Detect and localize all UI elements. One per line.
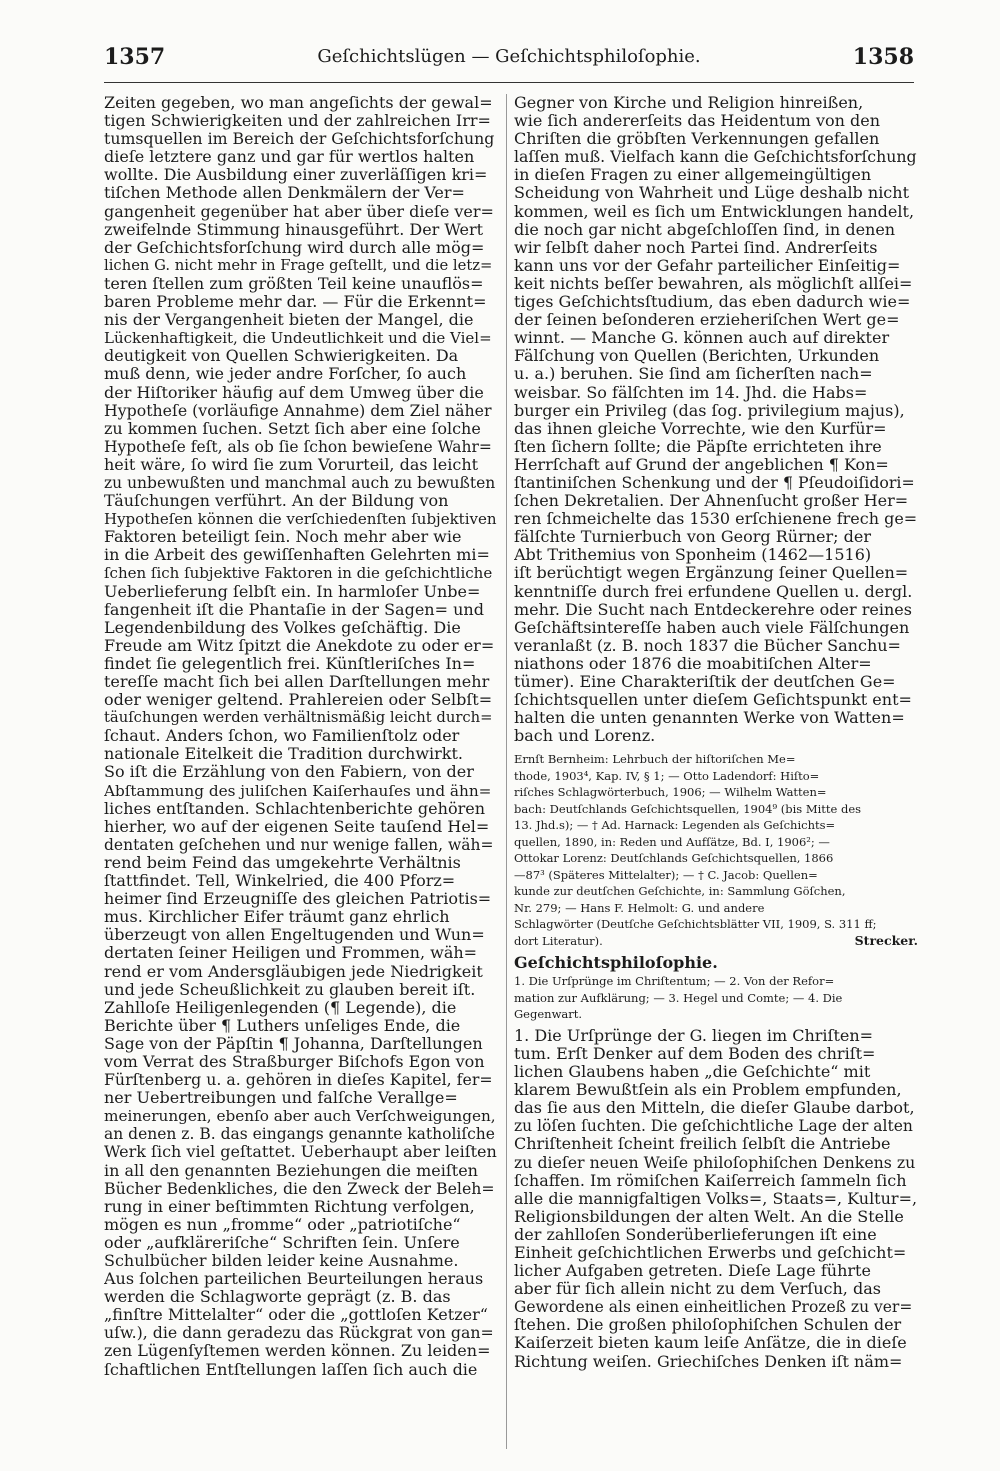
- text-line: wie ſich andererſeits das Heidentum von den: [514, 112, 881, 131]
- text-line: das ihnen gleiche Vorrechte, wie den Kurfür=: [514, 419, 887, 438]
- text-line: zweifelnde Stimmung hinausgeführt. Der Wert: [104, 220, 484, 239]
- text-line: Hypotheſe (vorläufige Annahme) dem Ziel näher: [104, 401, 492, 420]
- text-line: wollte. Die Ausbildung einer zuverläſſigen kri=: [104, 166, 488, 185]
- text-line: Einheit geſchichtlichen Erwerbs und geſchicht=: [514, 1244, 907, 1262]
- text-line: und jede Scheußlichkeit zu glauben bereit iſt.: [104, 980, 476, 999]
- text-line: mus. Kirchlicher Eifer träumt ganz ehrlich: [104, 908, 450, 927]
- text-line: Schulbücher bilden leider keine Ausnahme.: [104, 1252, 459, 1270]
- text-line: lichen G. nicht mehr in Frage geſtellt, und die letz=: [104, 256, 493, 274]
- text-line: 1. Die Urſprünge der G. liegen im Chriſten=: [514, 1026, 874, 1045]
- text-line: rung in einer beſtimmten Richtung verfolgen,: [104, 1197, 475, 1216]
- text-line: Richtung weiſen. Griechiſches Denken iſt näm=: [514, 1352, 903, 1371]
- text-line: meinerungen, ebenſo aber auch Verſchweigungen,: [104, 1107, 496, 1126]
- text-line: überzeugt von allen Engeltugenden und Wun=: [104, 926, 485, 945]
- text-line: Religionsbildungen der alten Welt. An die Stelle: [514, 1207, 904, 1226]
- reference-line: riſches Schlagwörterbuch, 1906; — Wilhelm Watten=: [514, 785, 827, 800]
- toc-line: 1. Die Urſprünge im Chriſtentum; — 2. Von der Refor=: [514, 974, 835, 989]
- text-line: vom Verrat des Straßburger Biſchofs Egon von: [104, 1052, 485, 1071]
- text-line: u. a.) beruhen. Sie ſind am ſicherſten nach=: [514, 365, 873, 384]
- text-line: Abt Trithemius von Sponheim (1462—1516): [514, 546, 872, 565]
- text-line: kommen, weil es ſich um Entwicklungen handelt,: [514, 202, 915, 221]
- text-line: werden die Schlagworte geprägt (z. B. das: [104, 1288, 451, 1307]
- text-line: in all den genannten Beziehungen die meiſten: [104, 1161, 478, 1180]
- reference-line: dort Literatur).: [514, 933, 603, 948]
- reference-line: quellen, 1890, in: Reden und Aufſätze, Bd. I, 1906²; —: [514, 834, 830, 849]
- page-number-left: 1357: [104, 44, 166, 70]
- text-line: lichen Glaubens haben „die Geſchichte“ mit: [514, 1063, 871, 1082]
- text-line: Bücher Bedenkliches, die den Zweck der Beleh=: [104, 1179, 495, 1198]
- text-line: ſchaffen. Im römiſchen Kaiſerreich ſammeln ſich: [514, 1171, 907, 1190]
- text-line: in die Arbeit des gewiſſenhaften Gelehrten mi=: [104, 546, 490, 565]
- text-line: Chriſten die gröbſten Verkennungen gefallen: [514, 130, 880, 149]
- text-line: fangenheit iſt die Phantaſie in der Sagen= und: [104, 600, 484, 619]
- text-line: der Geſchichtsforſchung wird durch alle mög=: [104, 238, 485, 257]
- running-title: Geſchichtslügen — Geſchichtsphiloſophie.: [317, 46, 701, 67]
- text-line: oder „aufkläreriſche“ Schriften ſein. Unſere: [104, 1233, 460, 1252]
- text-line: liches entſtanden. Schlachtenberichte gehören: [104, 799, 485, 818]
- reference-line: Schlagwörter (Deutſche Geſchichtsblätter VII, 1909, S. 311 ff;: [514, 917, 877, 932]
- toc-line: mation zur Aufklärung; — 3. Hegel und Comte; — 4. Die: [514, 990, 843, 1005]
- column-separator: [506, 94, 507, 1449]
- text-line: Lückenhaftigkeit, die Undeutlichkeit und die Viel=: [104, 329, 492, 348]
- text-line: nationale Eitelkeit die Tradition durchwirkt.: [104, 745, 463, 764]
- text-line: Berichte über ¶ Luthers unſeliges Ende, die: [104, 1016, 461, 1035]
- text-line: Werk ſich viel geſtattet. Ueberhaupt aber leiſten: [104, 1143, 497, 1162]
- text-line: hierher, wo auf der eigenen Seite tauſend Hel=: [104, 817, 490, 836]
- text-line: rend beim Feind das umgekehrte Verhältnis: [104, 853, 461, 872]
- text-line: Hypotheſe feſt, als ob ſie ſchon bewieſene Wahr=: [104, 437, 492, 456]
- text-line: gangenheit gegenüber hat aber über dieſe ver=: [104, 202, 494, 221]
- text-line: mögen es nun „fromme“ oder „patriotiſche“: [104, 1215, 461, 1234]
- text-line: Gegner von Kirche und Religion hinreißen,: [514, 94, 864, 112]
- text-line: tigen Schwierigkeiten und der zahlreichen Irr=: [104, 112, 491, 131]
- text-line: tum. Erſt Denker auf dem Boden des chriſt=: [514, 1044, 876, 1063]
- text-line: tiges Geſchichtsſtudium, das eben dadurch wie=: [514, 293, 911, 312]
- text-line: Fürſtenberg u. a. gehören in dieſes Kapitel, fer=: [104, 1071, 493, 1090]
- text-line: Ueberlieferung ſelbſt ein. In harmloſer Unbe=: [104, 582, 481, 601]
- text-line: Aus ſolchen parteilichen Beurteilungen heraus: [104, 1270, 484, 1289]
- text-line: klarem Bewußtſein als ein Problem empfunden,: [514, 1081, 902, 1100]
- text-line: ſchen ſich ſubjektive Faktoren in die geſchichtliche: [104, 564, 493, 583]
- text-line: zu kommen ſuchen. Setzt ſich aber eine ſolche: [104, 419, 481, 438]
- text-line: uſw.), die dann geradezu das Rückgrat von gan=: [104, 1324, 494, 1343]
- text-line: Gewordene als einen einheitlichen Prozeß zu ver=: [514, 1298, 913, 1317]
- text-line: ſchaut. Anders ſchon, wo Familienſtolz oder: [104, 727, 460, 746]
- text-line: Abſtammung des juliſchen Kaiſerhauſes und ähn=: [104, 781, 492, 800]
- text-line: ſchaftlichen Entſtellungen laſſen ſich auch die: [104, 1360, 478, 1379]
- text-line: dentaten geſchehen und nur wenige fallen, wäh=: [104, 835, 494, 854]
- text-line: „finſtre Mittelalter“ oder die „gottloſen Ketzer“: [104, 1306, 488, 1325]
- text-line: ner Uebertreibungen und falſche Verallge=: [104, 1089, 458, 1108]
- text-line: Freude am Witz ſpitzt die Anekdote zu oder er=: [104, 636, 495, 655]
- text-line: halten die unten genannten Werke von Watten=: [514, 709, 905, 728]
- text-line: heimer ſind Erzeugniſſe des gleichen Patriotis=: [104, 890, 492, 909]
- text-line: Chriſtenheit ſcheint freilich ſelbſt die Antriebe: [514, 1135, 891, 1154]
- text-line: dieſe letztere ganz und gar für wertlos halten: [104, 148, 475, 167]
- text-line: dertaten ſeiner Heiligen und Frommen, wäh=: [104, 944, 478, 963]
- text-line: deutigkeit von Quellen Schwierigkeiten. Da: [104, 347, 459, 366]
- text-line: tümer). Eine Charakteriſtik der deutſchen Ge=: [514, 673, 896, 691]
- page-header: [104, 44, 914, 84]
- text-line: zen Lügenſyſtemen werden können. Zu leiden=: [104, 1342, 491, 1361]
- text-line: burger ein Privileg (das ſog. privilegium majus),: [514, 401, 905, 420]
- text-line: der Hiſtoriker häufig auf dem Umweg über die: [104, 383, 484, 402]
- text-line: bach und Lorenz.: [514, 727, 656, 746]
- text-line: aber für ſich allein nicht zu dem Verſuch, das: [514, 1280, 881, 1299]
- header-rule: [104, 82, 914, 83]
- text-line: Faktoren beteiligt ſein. Noch mehr aber wie: [104, 528, 462, 547]
- toc-line: Gegenwart.: [514, 1007, 583, 1022]
- reference-line: Nr. 279; — Hans F. Helmolt: G. und andere: [514, 900, 765, 915]
- text-line: niathons oder 1876 die moabitiſchen Alter=: [514, 654, 872, 673]
- text-line: weisbar. So fälſchten im 14. Jhd. die Habs=: [514, 383, 868, 402]
- text-line: täuſchungen werden verhältnismäßig leicht durch=: [104, 709, 493, 727]
- text-line: tumsquellen im Bereich der Geſchichtsforſchung: [104, 130, 495, 149]
- text-line: heit wäre, ſo wird ſie zum Vorurteil, das leicht: [104, 455, 479, 474]
- section-heading: Geſchichtsphiloſophie.: [514, 953, 718, 973]
- text-line: ſten ſichern ſollte; die Päpſte errichteten ihre: [514, 437, 882, 456]
- text-line: oder weniger geltend. Prahlereien oder Selbſt=: [104, 691, 493, 710]
- text-line: Zeiten gegeben, wo man angeſichts der gewal=: [104, 94, 493, 112]
- text-line: veranlaßt (z. B. noch 1837 die Bücher Sanchu=: [514, 636, 901, 655]
- text-line: licher Aufgaben getreten. Dieſe Lage führte: [514, 1262, 871, 1281]
- section-body: [514, 1027, 918, 1371]
- references-block: [514, 751, 918, 949]
- text-line: ſchen Dekretalien. Der Ahnenſucht großer Her=: [514, 492, 909, 511]
- text-line: ren ſchmeichelte das 1530 erſchienene frech ge=: [514, 510, 918, 529]
- text-line: teren ſtellen zum größten Teil keine unauflös=: [104, 274, 484, 293]
- text-line: winnt. — Manche G. können auch auf direkter: [514, 329, 890, 348]
- right-column: [514, 94, 918, 1371]
- reference-line: kunde zur deutſchen Geſchichte, in: Sammlung Göſchen,: [514, 884, 846, 899]
- right-column-text: [514, 94, 918, 745]
- text-line: iſt berüchtigt wegen Ergänzung ſeiner Quellen=: [514, 564, 909, 583]
- text-line: Geſchäftsintereſſe haben auch viele Fälſchungen: [514, 618, 910, 637]
- text-line: ſchichtsquellen unter dieſem Geſichtspunkt ent=: [514, 691, 912, 710]
- reference-line: —87³ (Späteres Mittelalter); — † C. Jacob: Quellen=: [514, 867, 818, 882]
- text-line: findet ſie gelegentlich frei. Künſtleriſches In=: [104, 654, 476, 673]
- text-line: ſtattfindet. Tell, Winkelried, die 400 Pforz=: [104, 872, 456, 891]
- reference-line: 13. Jhd.s); — † Ad. Harnack: Legenden als Geſchichts=: [514, 818, 836, 833]
- text-line: nis der Vergangenheit bieten der Mangel, die: [104, 311, 474, 330]
- text-line: Fälſchung von Quellen (Berichten, Urkunden: [514, 347, 880, 366]
- text-line: So iſt die Erzählung von den Fabiern, von der: [104, 763, 474, 782]
- text-line: an denen z. B. das eingangs genannte katholiſche: [104, 1125, 495, 1144]
- text-line: Sage von der Päpſtin ¶ Johanna, Darſtellungen: [104, 1034, 483, 1053]
- text-line: fälſchte Turnierbuch von Georg Rürner; der: [514, 528, 871, 547]
- text-line: Kaiſerzeit bieten kaum leiſe Anſätze, die in dieſe: [514, 1334, 907, 1353]
- text-line: Zahlloſe Heiligenlegenden (¶ Legende), die: [104, 998, 457, 1017]
- text-line: ſtantiniſchen Schenkung und der ¶ Pſeudoiſidori=: [514, 473, 915, 492]
- text-line: Herrſchaft auf Grund der angeblichen ¶ Kon=: [514, 455, 889, 474]
- text-line: wir ſelbſt daher noch Partei ſind. Andrerſeits: [514, 238, 878, 257]
- text-line: kenntniſſe durch frei erfundene Quellen u. dergl.: [514, 582, 913, 601]
- reference-line: thode, 1903⁴, Kap. IV, § 1; — Otto Ladendorf: Hiſto=: [514, 768, 820, 783]
- text-line: kann uns vor der Gefahr parteilicher Einſeitig=: [514, 256, 901, 275]
- text-line: Legendenbildung des Volkes geſchäftig. Die: [104, 618, 461, 637]
- text-line: zu dieſer neuen Weiſe philoſophiſchen Denkens zu: [514, 1153, 916, 1172]
- text-line: die noch gar nicht abgeſchloſſen ſind, in denen: [514, 220, 896, 239]
- text-line: mehr. Die Sucht nach Entdeckerehre oder reines: [514, 600, 912, 619]
- text-line: Scheidung von Wahrheit und Lüge deshalb nicht: [514, 184, 909, 203]
- text-line: muß denn, wie jeder andre Forſcher, ſo auch: [104, 365, 467, 384]
- text-line: keit nichts beſſer bewahren, als möglichſt allſei=: [514, 274, 913, 293]
- reference-line: bach: Deutſchlands Geſchichtsquellen, 1904⁹ (bis Mitte des: [514, 801, 862, 816]
- text-line: der zahlloſen Sonderüberlieferungen iſt eine: [514, 1225, 877, 1244]
- text-line: der ſeinen beſonderen erzieheriſchen Wert ge=: [514, 311, 900, 330]
- text-line: Hypotheſen können die verſchiedenſten ſubjektiven: [104, 510, 497, 529]
- text-line: baren Probleme mehr dar. — Für die Erkennt=: [104, 293, 487, 312]
- reference-line: Ernſt Bernheim: Lehrbuch der hiſtoriſchen Me=: [514, 752, 796, 767]
- text-line: ſtehen. Die großen philoſophiſchen Schulen der: [514, 1316, 902, 1335]
- left-column: [104, 94, 497, 1379]
- text-line: in dieſen Fragen zu einer allgemeingültigen: [514, 166, 872, 185]
- text-line: zu löſen ſuchten. Die geſchichtliche Lage der alten: [514, 1117, 913, 1136]
- text-line: tiſchen Methode allen Denkmälern der Ver=: [104, 184, 465, 203]
- text-line: Täuſchungen verführt. An der Bildung von: [104, 492, 449, 511]
- text-line: alle die mannigfaltigen Volks=, Staats=, Kultur=,: [514, 1189, 918, 1208]
- reference-line: Ottokar Lorenz: Deutſchlands Geſchichtsquellen, 1866: [514, 851, 834, 866]
- text-line: das ſie aus den Mitteln, die dieſer Glaube darbot,: [514, 1099, 915, 1118]
- text-line: rend er vom Andersgläubigen jede Niedrigkeit: [104, 962, 483, 981]
- references-author: Strecker.: [854, 933, 918, 949]
- page-number-right: 1358: [852, 44, 914, 70]
- text-line: tereſſe macht ſich bei allen Darſtellungen mehr: [104, 673, 490, 691]
- text-line: zu unbewußten und manchmal auch zu bewußten: [104, 473, 496, 492]
- section-toc: [514, 973, 918, 1023]
- text-line: laſſen muß. Vielfach kann die Geſchichtsforſchung: [514, 148, 917, 167]
